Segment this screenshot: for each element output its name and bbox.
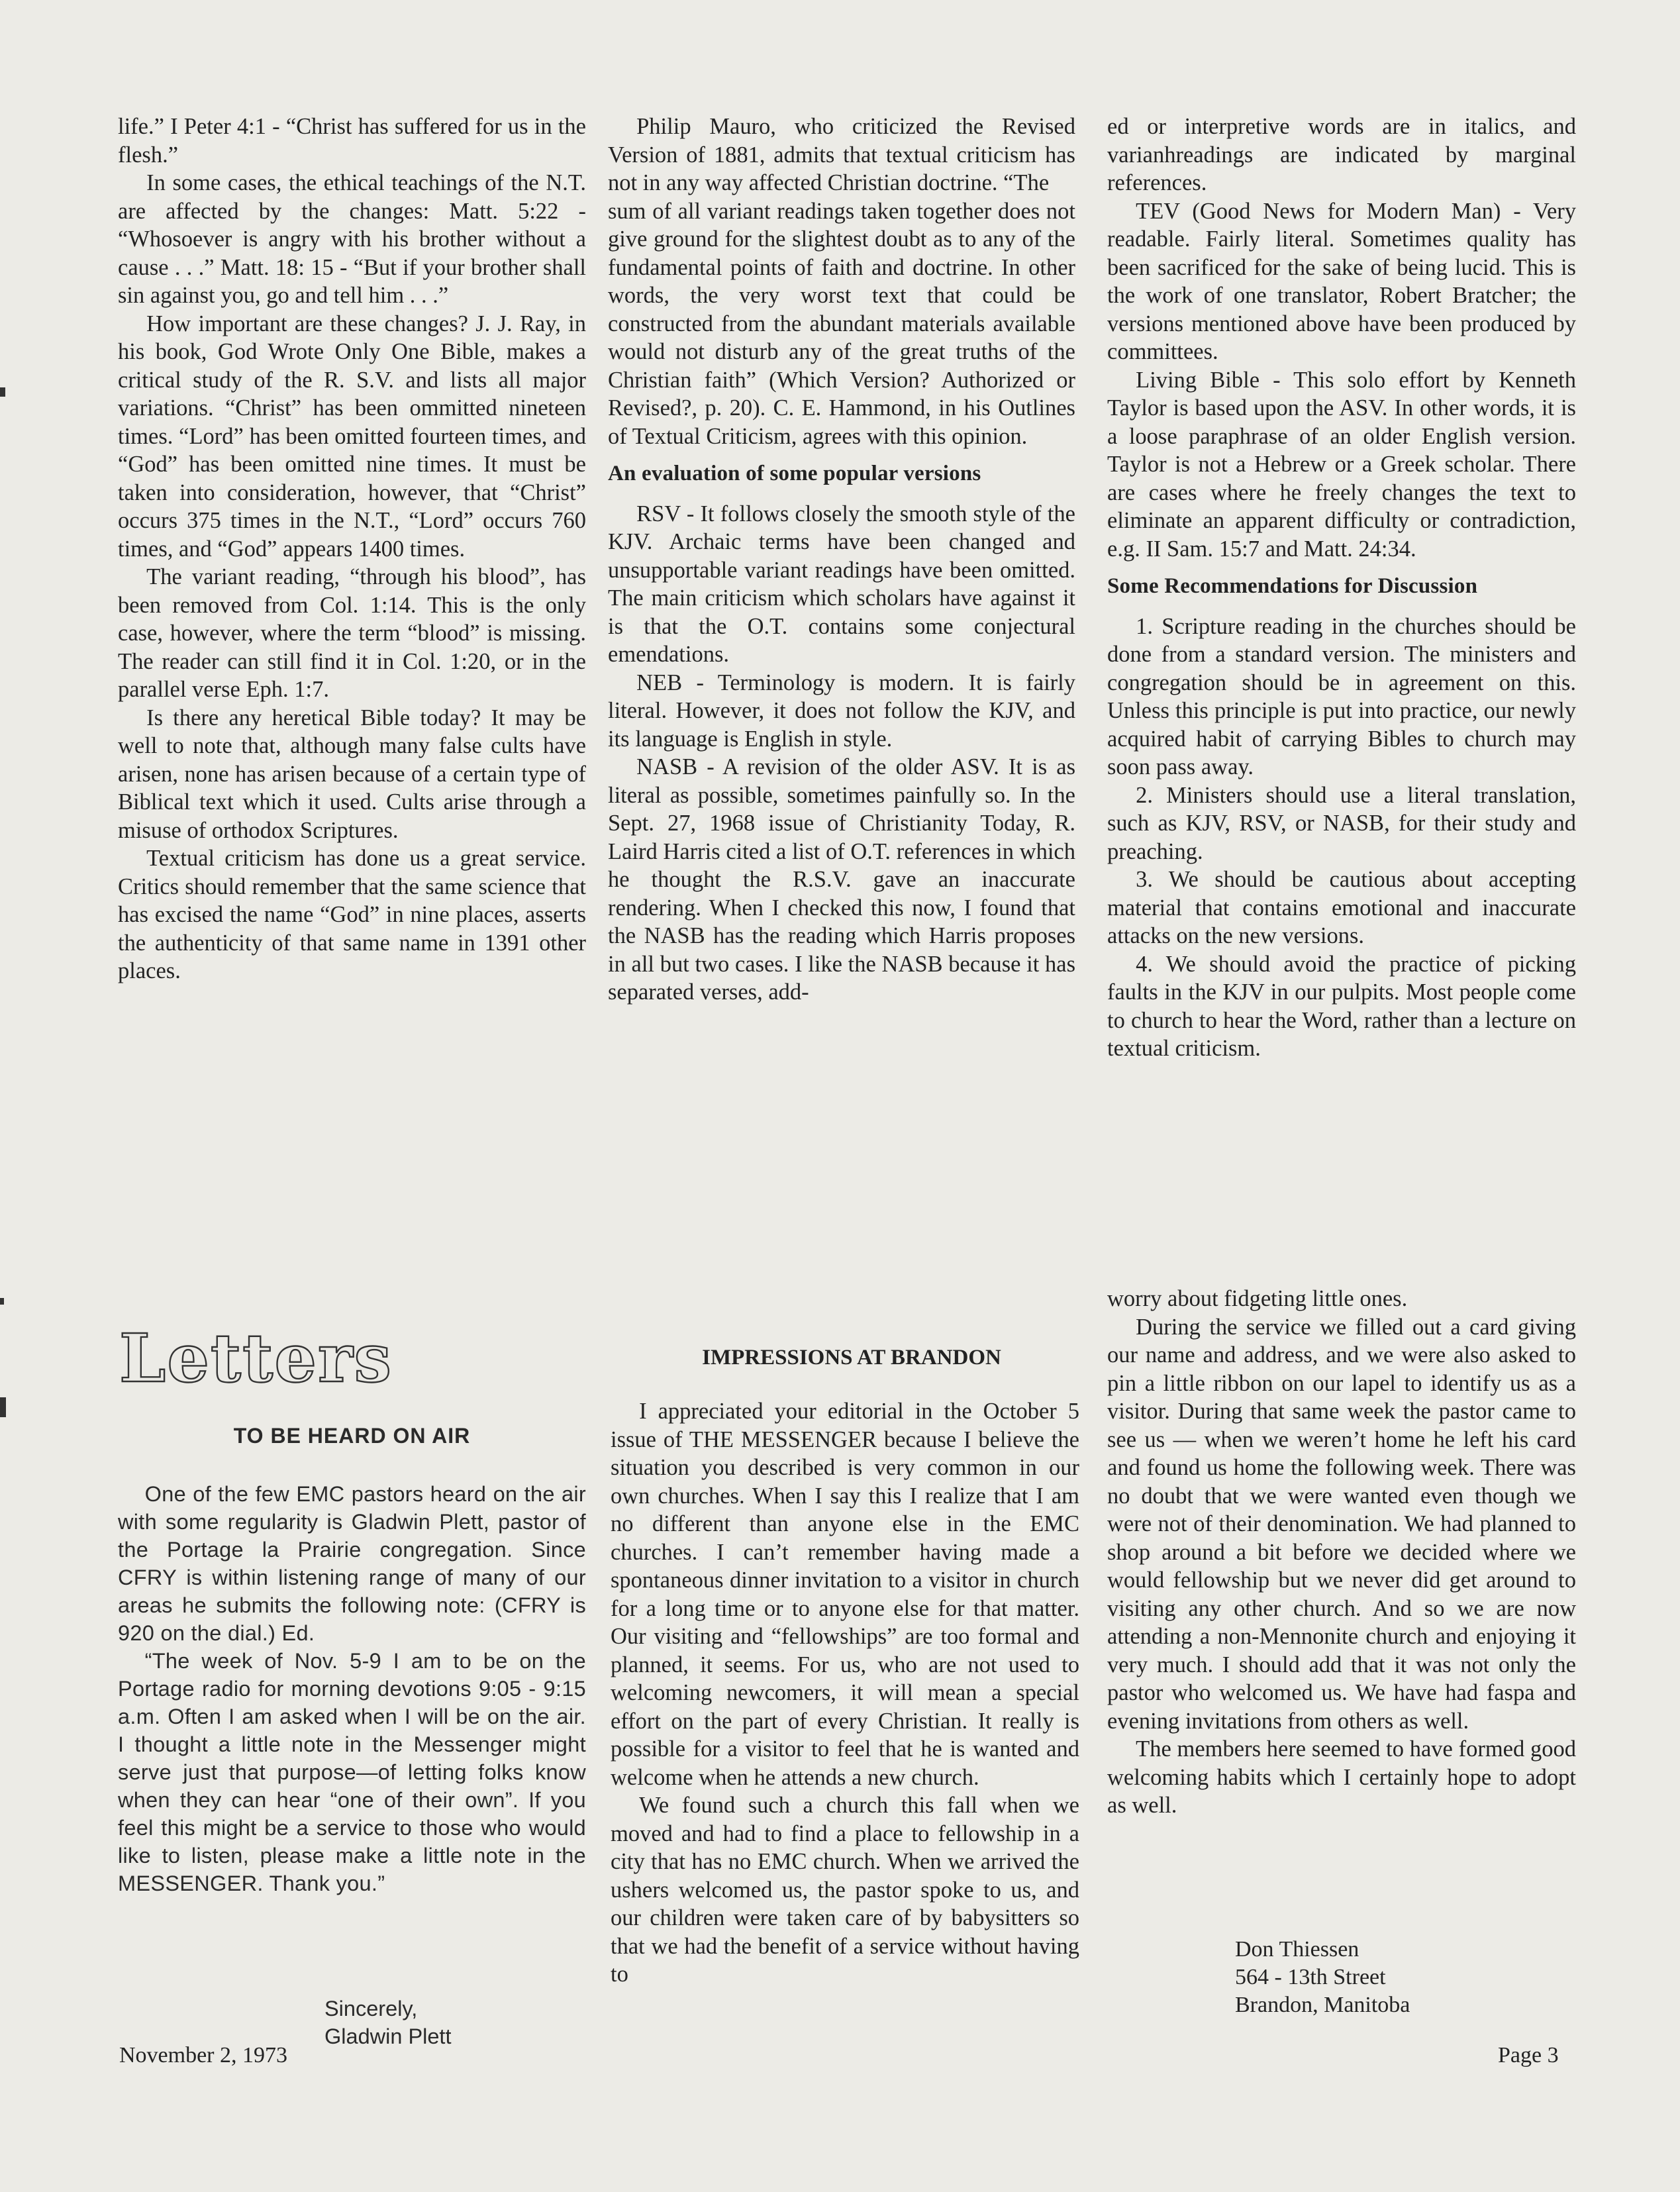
article-paragraph: Is there any heretical Bible today? It may be well to note that, although many false cults have arisen, none has arisen because of a certain type of Biblical text which it used. Cults arise through a misuse of orthodox Scriptures. [118,705,586,843]
article-paragraph: NEB - Terminology is modern. It is fairly literal. However, it does not follow the KJV, and its language is English in style. [608,670,1075,752]
signer-street: 564 - 13th Street [1235,1965,1386,1989]
section-heading-popular-versions: An evaluation of some popular versions [608,462,981,485]
article-column-2 [608,113,1075,1007]
article-paragraph: Textual criticism has done us a great service. Critics should remember that the same science that has excised the name “God” in nine places, asserts the authenticity of that same name in 1391 other places. [118,846,586,983]
closing-salutation: Sincerely, [324,1997,418,2020]
signer-name: Don Thiessen [1235,1937,1359,1962]
article-paragraph: 2. Ministers should use a literal translation, such as KJV, RSV, or NASB, for their study and preaching. [1107,782,1576,864]
letter-1-body [118,1480,586,1897]
article-paragraph: In some cases, the ethical teachings of the N.T. are affected by the changes: Matt. 5:22 - “Whosoever is angry with his brother without a cause . . .” Matt. 18: 15 - “But if your brother shall sin against you, go and tell him . . .” [118,170,586,308]
article-paragraph: TEV (Good News for Modern Man) - Very readable. Fairly literal. Sometimes quality has been sacrificed for the sake of being lucid. This is the work of one translator, Robert Bratcher; the versions mentioned above have been produced by committees. [1107,198,1576,364]
article-paragraph: sum of all variant readings taken together does not give ground for the slightest doubt as to any of the fundamental points of faith and doctrine. In other words, the very worst text that could be constructed from the abundant materials available would not disturb any of the great truths of the Christian faith” (Which Version? Authorized or Revised?, p. 20). C. E. Hammond, in his Outlines of Textual Criticism, agrees with this opinion. [608,198,1075,449]
article-paragraph: Philip Mauro, who criticized the Revised Version of 1881, admits that textual criticism has not in any way affected Christian doctrine. “The [608,114,1075,195]
article-paragraph: life.” I Peter 4:1 - “Christ has suffered for us in the flesh.” [118,114,586,168]
letter-paragraph: During the service we filled out a card giving our name and address, and we were also asked to pin a little ribbon on our lapel to identify us as a visitor. During that same week the pastor came to see us — when we weren’t home he left his card and found us home the following week. There was no doubt that we were wanted even though we were not of their denomination. We had planned to shop around a bit before we decided where we would fellowship but we never did get around to visiting any other church. And so we are now attending a non-Mennonite church and enjoying it very much. I should add that it was not only the pastor who welcomed us. We have had faspa and evening invitations from others as well. [1107,1314,1576,1734]
letter-paragraph: I appreciated your editorial in the October 5 issue of THE MESSENGER because I believe the situation you described is very common in our own churches. When I say this I realize that I am no different than anyone else in the EMC churches. I can’t remember having made a spontaneous dinner invitation to a visitor in church for a long time or to anyone else for that matter. Our visiting and “fellowships” are too formal and planned, it seems. For us, who are not used to welcoming newcomers, it will mean a special effort on the part of every Christian. It really is possible for a visitor to feel that he is wanted and welcome when he attends a new church. [611,1399,1079,1790]
article-paragraph: RSV - It follows closely the smooth style of the KJV. Archaic terms have been changed and unsupportable variant readings have been omitted. The main criticism which scholars have against it is that the O.T. contains some conjectural emendations. [608,501,1075,667]
article-paragraph: The variant reading, “through his blood”, has been removed from Col. 1:14. This is the only case, however, where the term “blood” is missing. The reader can still find it in Col. 1:20, or in the parallel verse Eph. 1:7. [118,564,586,702]
article-paragraph: 4. We should avoid the practice of picking faults in the KJV in our pulpits. Most people come to church to hear the Word, rather than a lecture on textual criticism. [1107,951,1576,1061]
margin-mark [0,1397,6,1417]
letters-title-text: Letters [119,1330,393,1389]
issue-date: November 2, 1973 [119,2043,288,2067]
letter-1-closing [324,1995,451,2050]
letter-paragraph: “The week of Nov. 5-9 I am to be on the Portage radio for morning devotions 9:05 - 9:15 a.m. Often I am asked when I will be on the air. I thought a little note in the Messenger might serve just that purpose—of letting folks know when they can hear “one of their own”. If you feel this might be a service to those who would like to listen, please make a little note in the MESSENGER. Thank you.” [118,1649,586,1895]
article-paragraph: ed or interpretive words are in italics, and varianhreadings are indicated by marginal references. [1107,114,1576,195]
margin-mark [0,1298,4,1305]
letter-paragraph: We found such a church this fall when we moved and had to find a place to fellowship in a city that has no EMC church. When we arrived the ushers welcomed us, the pastor spoke to us, and our children were taken care of by babysitters so that we had the benefit of a service without having to [611,1793,1079,1987]
letter-2-body-col1 [611,1397,1079,1989]
article-paragraph: 1. Scripture reading in the churches should be done from a standard version. The ministers and congregation should be in agreement on this. Unless this principle is put into practice, our newly acquired habit of carrying Bibles to church may soon pass away. [1107,613,1576,779]
letter-paragraph: The members here seemed to have formed good welcoming habits which I certainly hope to adopt as well. [1107,1736,1576,1818]
letter-paragraph: worry about fidgeting little ones. [1107,1286,1408,1311]
letter-heading-heard-on-air: TO BE HEARD ON AIR [233,1424,471,1448]
margin-mark [0,387,5,397]
article-paragraph: How important are these changes? J. J. Ray, in his book, God Wrote Only One Bible, makes a critical study of the R. S.V. and lists all major variations. “Christ” has been ommitted nineteen times. “Lord” has been omitted fourteen times, and “God” has been omitted nine times. It must be taken into consideration, however, that “Christ” occurs 375 times in the N.T., “Lord” occurs 760 times, and “God” appears 1400 times. [118,311,586,562]
article-paragraph: NASB - A revision of the older ASV. It is as literal as possible, sometimes painfully so. In the Sept. 27, 1968 issue of Christianity Today, R. Laird Harris cited a list of O.T. references in which he thought the R.S.V. gave an inaccurate rendering. When I checked this now, I found that the NASB has the reading which Harris proposes in all but two cases. I like the NASB because it has separated verses, add- [608,754,1075,1005]
article-column-1 [118,113,586,985]
section-heading-recommendations: Some Recommendations for Discussion [1107,574,1478,598]
letter-paragraph: One of the few EMC pastors heard on the air with some regularity is Gladwin Plett, pastor of the Portage la Prairie congregation. Since CFRY is within listening range of many of our areas he submits the following note: (CFRY is 920 on the dial.) Ed. [118,1482,586,1645]
page-number: Page 3 [1498,2043,1559,2067]
letter-2-body-col2 [1107,1285,1576,1820]
article-column-3 [1107,113,1576,1063]
letter-2-signature [1235,1936,1410,2019]
article-paragraph: Living Bible - This solo effort by Kenneth Taylor is based upon the ASV. In other words, it is a loose paraphrase of an older English version. Taylor is not a Hebrew or a Greek scholar. There are cases where he freely changes the text to eliminate an apparent difficulty or contradiction, e.g. II Sam. 15:7 and Matt. 24:34. [1107,367,1576,562]
article-paragraph: 3. We should be cautious about accepting material that contains emotional and inaccurate attacks on the new versions. [1107,867,1576,948]
closing-signer: Gladwin Plett [324,2024,452,2048]
signer-city: Brandon, Manitoba [1235,1993,1410,2017]
letter-heading-brandon: IMPRESSIONS AT BRANDON [702,1346,1001,1370]
letters-section-title [118,1330,515,1389]
